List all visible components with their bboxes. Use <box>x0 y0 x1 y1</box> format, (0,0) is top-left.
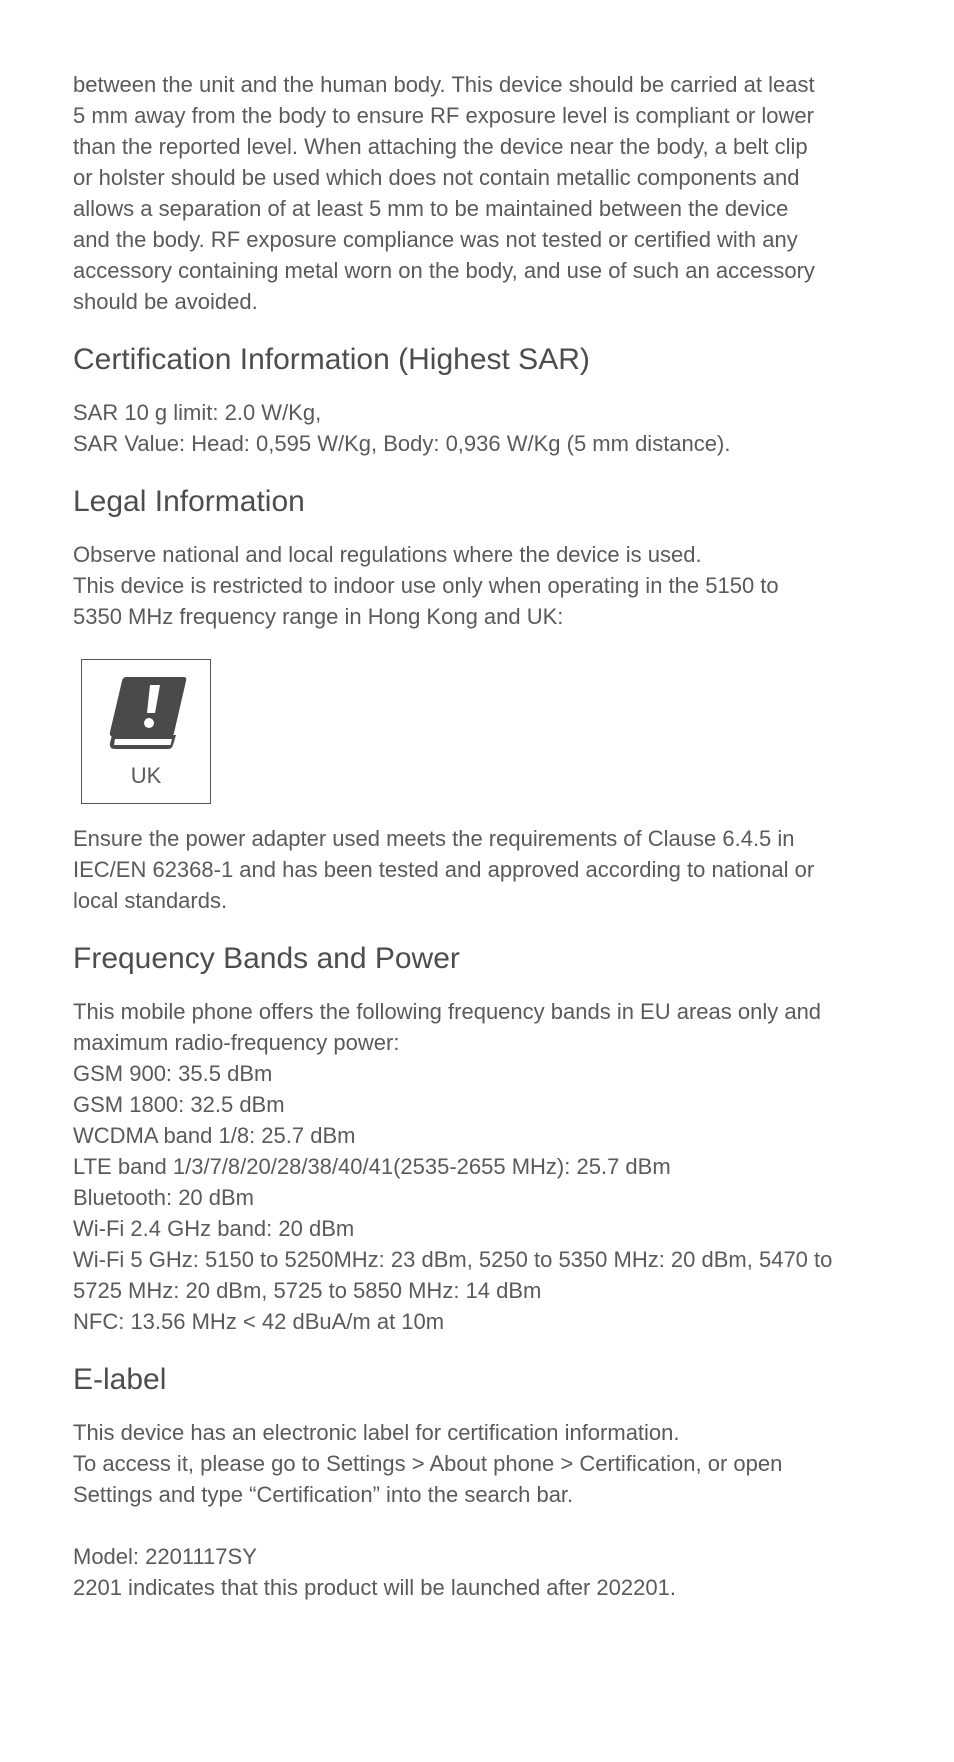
text-line: 5 mm away from the body to ensure RF exposure level is compliant or lower <box>73 103 814 128</box>
text-line: SAR Value: Head: 0,595 W/Kg, Body: 0,936 W/Kg (5 mm distance). <box>73 431 731 456</box>
text-line: should be avoided. <box>73 289 258 314</box>
text-line: Bluetooth: 20 dBm <box>73 1185 255 1210</box>
symbol-country-label: UK <box>130 763 162 788</box>
legal-heading: Legal Information <box>73 485 305 518</box>
text-line: Wi-Fi 5 GHz: 5150 to 5250MHz: 23 dBm, 5250 to 5350 MHz: 20 dBm, 5470 to <box>73 1247 833 1272</box>
text-line: Ensure the power adapter used meets the requirements of Clause 6.4.5 in <box>73 826 795 851</box>
model-number: Model: 2201117SY <box>73 1544 257 1569</box>
text-line: Settings and type “Certification” into the search bar. <box>73 1482 574 1507</box>
text-line: NFC: 13.56 MHz < 42 dBuA/m at 10m <box>73 1309 445 1334</box>
text-line: This device has an electronic label for certification information. <box>73 1420 680 1445</box>
text-line: than the reported level. When attaching the device near the body, a belt clip <box>73 134 808 159</box>
frequency-heading: Frequency Bands and Power <box>73 942 460 975</box>
text-line: This device is restricted to indoor use only when operating in the 5150 to <box>73 573 779 598</box>
text-line: LTE band 1/3/7/8/20/28/38/40/41(2535-2655 MHz): 25.7 dBm <box>73 1154 671 1179</box>
text-line: and the body. RF exposure compliance was not tested or certified with any <box>73 227 798 252</box>
text-line: GSM 900: 35.5 dBm <box>73 1061 273 1086</box>
text-line: 2201 indicates that this product will be launched after 202201. <box>73 1575 676 1600</box>
model-paragraph <box>73 1541 893 1603</box>
sar-paragraph <box>73 397 893 459</box>
power-adapter-paragraph <box>73 823 893 916</box>
text-line: IEC/EN 62368-1 and has been tested and approved according to national or <box>73 857 815 882</box>
text-line: accessory containing metal worn on the body, and use of such an accessory <box>73 258 815 283</box>
text-line: This mobile phone offers the following frequency bands in EU areas only and <box>73 999 822 1024</box>
text-line: Observe national and local regulations where the device is used. <box>73 542 702 567</box>
text-line: or holster should be used which does not contain metallic components and <box>73 165 800 190</box>
text-line: 5350 MHz frequency range in Hong Kong and UK: <box>73 604 564 629</box>
certification-heading: Certification Information (Highest SAR) <box>73 343 590 376</box>
elabel-heading: E-label <box>73 1363 167 1396</box>
text-line: allows a separation of at least 5 mm to be maintained between the device <box>73 196 789 221</box>
elabel-paragraph <box>73 1417 893 1510</box>
rf-exposure-paragraph <box>73 69 893 317</box>
text-line: local standards. <box>73 888 228 913</box>
indoor-restriction-symbol <box>81 659 211 804</box>
restriction-book-exclamation-icon <box>106 675 188 753</box>
text-line: 5725 MHz: 20 dBm, 5725 to 5850 MHz: 14 dBm <box>73 1278 542 1303</box>
text-line: Wi-Fi 2.4 GHz band: 20 dBm <box>73 1216 355 1241</box>
text-line: maximum radio-frequency power: <box>73 1030 400 1055</box>
text-line: WCDMA band 1/8: 25.7 dBm <box>73 1123 356 1148</box>
text-line: SAR 10 g limit: 2.0 W/Kg, <box>73 400 322 425</box>
text-line: To access it, please go to Settings > About phone > Certification, or open <box>73 1451 783 1476</box>
text-line: between the unit and the human body. This device should be carried at least <box>73 72 815 97</box>
text-line: GSM 1800: 32.5 dBm <box>73 1092 285 1117</box>
document-page <box>73 69 893 1603</box>
legal-paragraph <box>73 539 893 632</box>
frequency-paragraph <box>73 996 893 1337</box>
